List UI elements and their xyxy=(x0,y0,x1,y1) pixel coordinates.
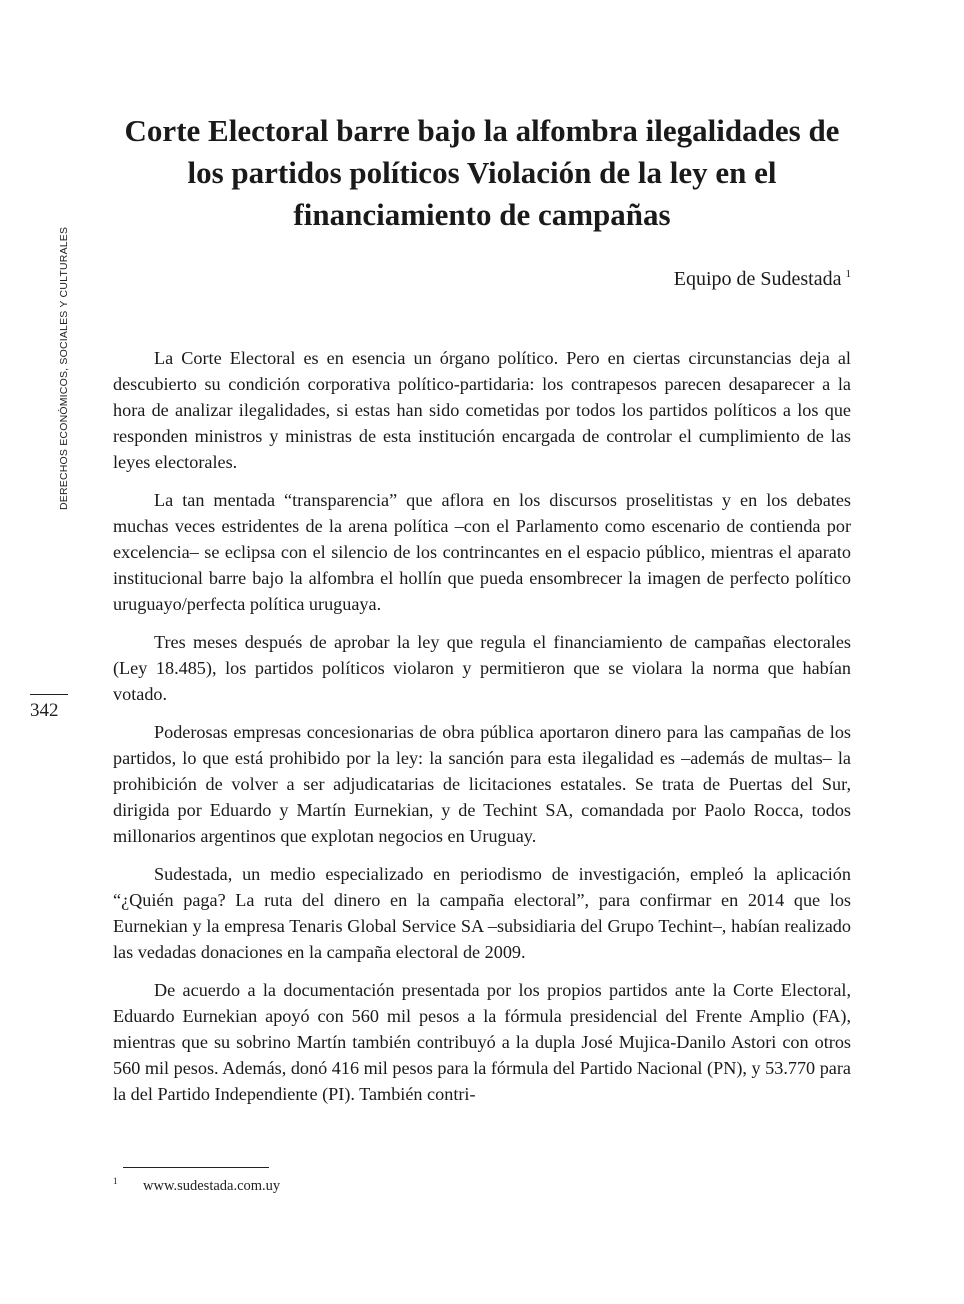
article-author xyxy=(674,268,851,291)
footnote xyxy=(113,1176,280,1195)
paragraph: Sudestada, un medio especializado en periodismo de investigación, empleó la aplicación “¿Quién paga? La ruta del dinero en la campaña electoral”, para confirmar en 2014 que los Eurnekian y la empresa Tenaris Global Service SA –subsidiaria del Grupo Techint–, habían realizado las vedadas donaciones en la campaña electoral de 2009. xyxy=(113,864,851,962)
paragraph: De acuerdo a la documentación presentada por los propios partidos ante la Corte Electoral, Eduardo Eurnekian apoyó con 560 mil pesos a la fórmula presidencial del Frente Amplio (FA), mientras que su sobrino Martín también contribuyó a la dupla José Mujica-Danilo Astori con otros 560 mil pesos. Además, donó 416 mil pesos para la fórmula del Partido Nacional (PN), y 53.770 para la del Partido Independiente (PI). También contri- xyxy=(113,980,851,1104)
footnote-number: 1 xyxy=(113,1176,118,1186)
author-footnote-mark: 1 xyxy=(845,268,851,281)
paragraph: Poderosas empresas concesionarias de obra pública aportaron dinero para las campañas de los partidos, lo que está prohibido por la ley: la sanción para esta ilegalidad es –además de multas– la prohibición de volver a ser adjudicatarias de licitaciones estatales. Se trata de Puertas del Sur, dirigida por Eduardo y Martín Eurnekian, y de Techint SA, comandada por Paolo Rocca, todos millonarios argentinos que explotan negocios en Uruguay. xyxy=(113,722,851,846)
author-name: Equipo de Sudestada xyxy=(673,268,842,290)
paragraph: Tres meses después de aprobar la ley que regula el financiamiento de campañas electorales (Ley 18.485), los partidos políticos violaron y permitieron que se violara la norma que habían votado. xyxy=(113,632,851,704)
page-number: 342 xyxy=(30,700,59,721)
article-body xyxy=(113,345,851,1119)
page-number-rule xyxy=(30,694,68,695)
running-head: DERECHOS ECONÓMICOS, SOCIALES Y CULTURALES xyxy=(58,226,70,510)
paragraph: La Corte Electoral es en esencia un órgano político. Pero en ciertas circunstancias deja al descubierto su condición corporativa político-partidaria: los contrapesos parecen desaparecer a la hora de analizar ilegalidades, si estas han sido cometidas por todos los partidos políticos a los que responden ministros y ministras de esta institución encargada de controlar el cumplimiento de las leyes electorales. xyxy=(113,348,851,472)
article-title: Corte Electoral barre bajo la alfombra ilegalidades de los partidos políticos Violación de la ley en el financiamiento de campañas xyxy=(124,113,840,232)
paragraph: La tan mentada “transparencia” que aflora en los discursos proselitistas y en los debates muchas veces estridentes de la arena política –con el Parlamento como escenario de contienda por excelencia– se eclipsa con el silencio de los contrincantes en el espacio público, mientras el aparato institucional barre bajo la alfombra el hollín que pueda ensombrecer la imagen de perfecto político uruguayo/perfecta política uruguaya. xyxy=(113,490,851,614)
footnote-link[interactable]: www.sudestada.com.uy xyxy=(143,1177,281,1194)
footnote-separator xyxy=(123,1167,269,1168)
